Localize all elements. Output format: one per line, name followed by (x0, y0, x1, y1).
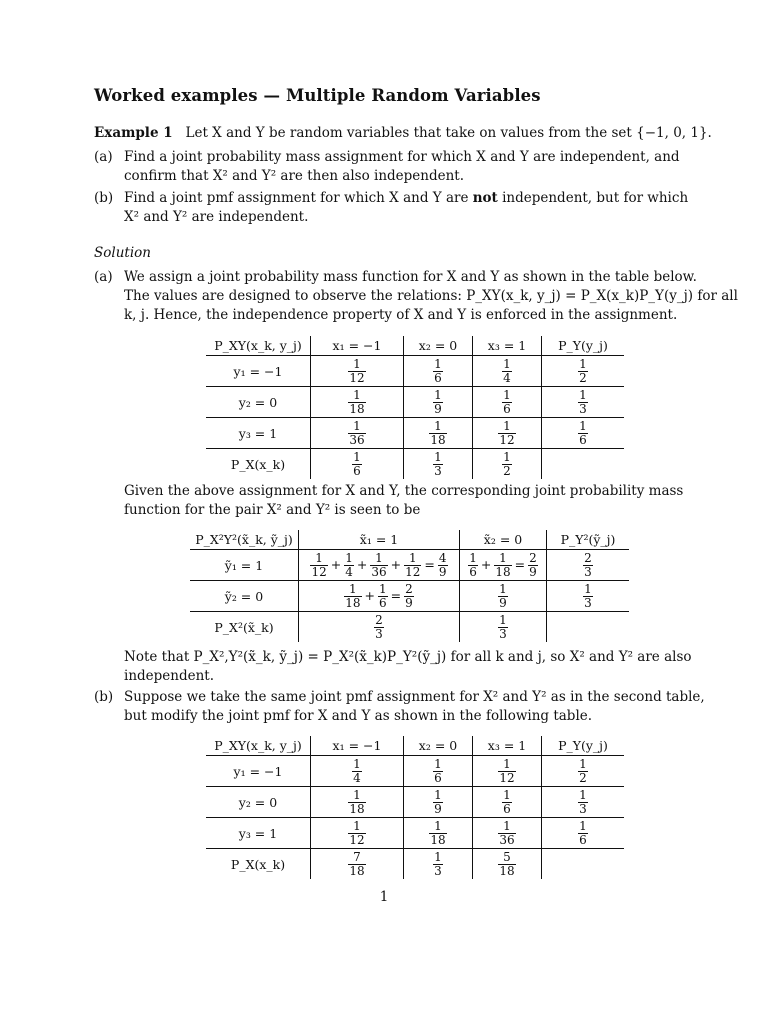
table-row: y₂ = 0 $\frac{1}{18}$ $\frac{1}{9}$ $\frac{1}{6}$ $\frac{1}{3}$ (206, 387, 624, 418)
table-row: y₃ = 1 $\frac{1}{12}$ $\frac{1}{18}$ $\frac{1}{36}$ $\frac{1}{6}$ (206, 818, 624, 849)
between-text: Given the above assignment for X and Y, the corresponding joint probability mass function for the pair X² and Y² is seen to be (124, 483, 684, 518)
example-part-b: (b) Find a joint pmf assignment for which X and Y are not independent, but for which X² and Y² are independent. (94, 190, 689, 225)
table-row: P_XY(x_k, y_j) x₁ = −1 x₂ = 0 x₃ = 1 P_Y(y_j) (206, 736, 624, 756)
table-row: P_X(x_k) $\frac{7}{18}$ $\frac{1}{3}$ $\frac{5}{18}$ (206, 849, 624, 880)
note-text: Note that P_X²,Y²(x̃_k, ỹ_j) = P_X²(x̃_k)P_Y²(ỹ_j) for all k and j, so X² and Y² are also independent. (124, 649, 692, 684)
table-row: y₃ = 1 $\frac{1}{36}$ $\frac{1}{18}$ $\frac{1}{12}$ $\frac{1}{6}$ (206, 418, 624, 449)
example-intro: Let X and Y be random variables that take on values from the set {−1, 0, 1}. (185, 125, 712, 141)
table-row: P_X²(x̃_k) $\frac{2}{3}$ $\frac{1}{3}$ (190, 612, 629, 643)
solution-part-b: (b) Suppose we take the same joint pmf assignment for X² and Y² as in the second table, but modify the joint pmf for X and Y as shown in the following table. (94, 689, 705, 724)
solution-part-a: (a) We assign a joint probability mass function for X and Y as shown in the table below. The values are designed to observe the relations: P_XY(x_k, y_j) = P_X(x_k)P_Y(y_j) for all k, j. Hence, the independence property of X and Y is enforced in the assignment. (94, 269, 738, 323)
joint-pmf-table-squares (190, 530, 629, 642)
table-row: P_X²Y²(x̃_k, ỹ_j) x̃₁ = 1 x̃₂ = 0 P_Y²(ỹ_j) (190, 530, 629, 550)
example-label: Example 1 (94, 125, 173, 141)
table-row: P_XY(x_k, y_j) x₁ = −1 x₂ = 0 x₃ = 1 P_Y(y_j) (206, 336, 624, 356)
table-row: y₂ = 0 $\frac{1}{18}$ $\frac{1}{9}$ $\frac{1}{6}$ $\frac{1}{3}$ (206, 787, 624, 818)
solution-label: Solution (94, 245, 151, 261)
table-row: y₁ = −1 $\frac{1}{4}$ $\frac{1}{6}$ $\frac{1}{12}$ $\frac{1}{2}$ (206, 756, 624, 787)
joint-pmf-table-1 (206, 336, 624, 479)
example-part-a: (a) Find a joint probability mass assignment for which X and Y are independent, and confirm that X² and Y² are then also independent. (94, 149, 680, 184)
example-statement (94, 124, 712, 143)
page-number: 1 (379, 889, 389, 905)
table-row: ỹ₂ = 0 $\frac{1}{18}$ + $\frac{1}{6}$ = $\frac{2}{9}$ $\frac{1}{9}$ $\frac{1}{3}$ (190, 581, 629, 612)
page-title: Worked examples — Multiple Random Variables (94, 86, 541, 105)
joint-pmf-table-modified (206, 736, 624, 879)
table-row: y₁ = −1 $\frac{1}{12}$ $\frac{1}{6}$ $\frac{1}{4}$ $\frac{1}{2}$ (206, 356, 624, 387)
table-row: P_X(x_k) $\frac{1}{6}$ $\frac{1}{3}$ $\frac{1}{2}$ (206, 449, 624, 480)
table-row: ỹ₁ = 1 $\frac{1}{12}$ + $\frac{1}{4}$ + $\frac{1}{36}$ + $\frac{1}{12}$ = $\frac{4}{9}$ $\frac{1}{6}$ + $\frac{1}{18}$ = $\frac{2}{9}$ $\frac{2}{3}$ (190, 550, 629, 581)
